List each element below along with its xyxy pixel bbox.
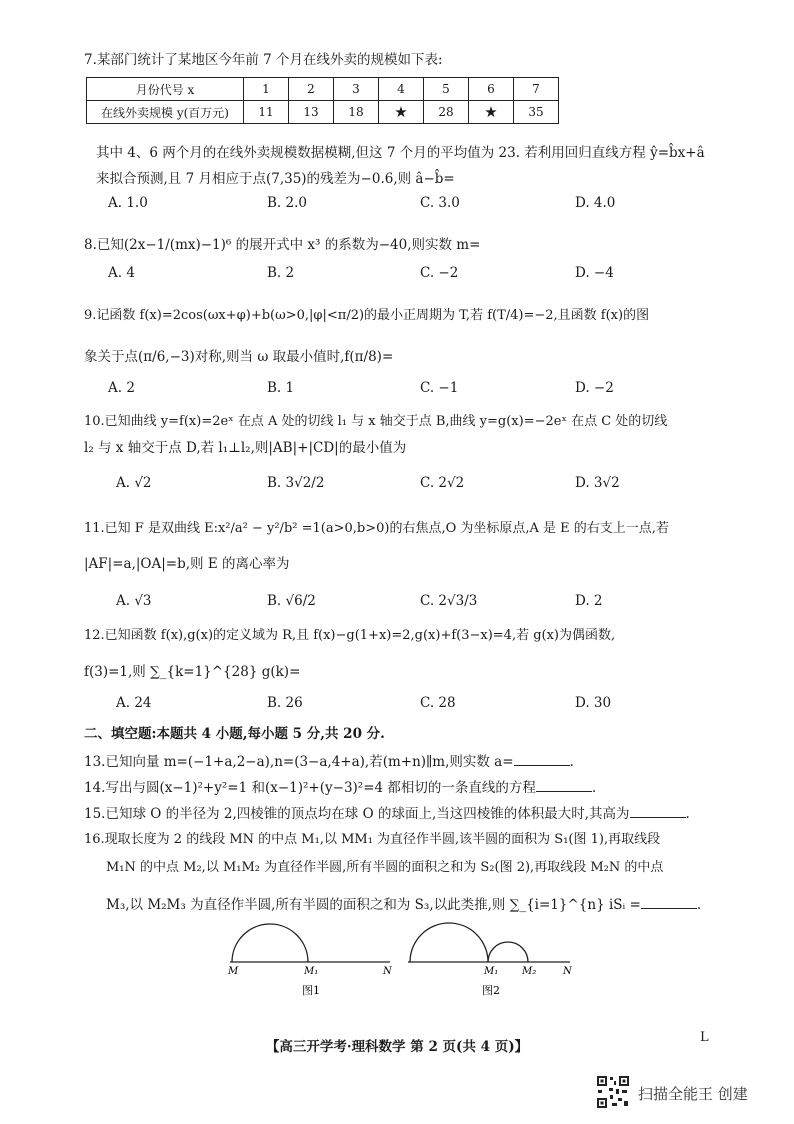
q7-table-cell: 11 [244, 101, 289, 124]
q11-option-a: A. √3 [116, 593, 152, 609]
q12-option-d: D. 30 [575, 695, 612, 711]
q10-line2: l₂ 与 x 轴交于点 D,若 l₁⊥l₂,则|AB|+|CD|的最小值为 [84, 440, 407, 456]
q7-stem: 7.某部门统计了某地区今年前 7 个月在线外卖的规模如下表: [84, 52, 443, 68]
q10-option-a: A. √2 [116, 475, 152, 491]
q15: 15.已知球 O 的半径为 2,四棱锥的顶点均在球 O 的球面上,当这四棱锥的体积最大时,其高为 . [84, 806, 690, 822]
fig2-semicircle-1 [410, 923, 488, 962]
q7-table-cell: 7 [514, 78, 559, 101]
fig2-caption: 图2 [482, 984, 500, 997]
fig2-label-n: N [563, 966, 572, 977]
q7-table-cell: 2 [289, 78, 334, 101]
q16-line2: M₁N 的中点 M₂,以 M₁M₂ 为直径作半圆,所有半圆的面积之和为 S₂(图 2),再取线段 M₂N 的中点 [106, 860, 664, 875]
q14-text: 14.写出与圆(x−1)²+y²=1 和(x−1)²+(y−3)²=4 都相切的一条直线的方程 [84, 780, 536, 796]
q7-table-header-month: 月份代号 x [87, 78, 244, 101]
q10-option-c: C. 2√2 [420, 475, 465, 491]
q11-option-c: C. 2√3/3 [420, 593, 478, 609]
q7-table-cell-blurred-star: ★ [469, 101, 514, 124]
q11-line1: 11.已知 F 是双曲线 E:x²/a² − y²/b² =1(a>0,b>0)的右焦点,O 为坐标原点,A 是 E 的右支上一点,若 [84, 521, 669, 536]
fig2-label-m1: M₁ [484, 966, 499, 977]
q7-table-cell: 35 [514, 101, 559, 124]
q7-table-cell: 13 [289, 101, 334, 124]
fig2-label-m2: M₂ [522, 966, 537, 977]
q9-line1: 9.记函数 f(x)=2cos(ωx+φ)+b(ω>0,|φ|<π/2)的最小正周期为 T,若 f(T/4)=−2,且函数 f(x)的图 [84, 308, 650, 323]
q12-line2: f(3)=1,则 ∑_{k=1}^{28} g(k)= [84, 664, 301, 680]
q12-option-b: B. 26 [267, 695, 303, 711]
q7-table-cell: 3 [334, 78, 379, 101]
q9-option-c: C. −1 [420, 380, 459, 396]
q7-table-cell: 18 [334, 101, 379, 124]
qr-code-icon [596, 1075, 630, 1109]
q7-line3: 来拟合预测,且 7 月相应于点(7,35)的残差为−0.6,则 â−b̂= [96, 171, 455, 187]
q7-table-cell: 5 [424, 78, 469, 101]
q7-option-d: D. 4.0 [575, 195, 616, 211]
q11-option-d: D. 2 [575, 593, 603, 609]
q16-line3: M₃,以 M₂M₃ 为直径作半圆,所有半圆的面积之和为 S₃,以此类推,则 ∑_{i=1}^{n} iSᵢ = [106, 897, 641, 913]
q13-text: 13.已知向量 m=(−1+a,2−a),n=(3−a,4+a),若(m+n)∥m,则实数 a= [84, 754, 514, 770]
scanner-watermark: 扫描全能王 创建 [638, 1085, 748, 1103]
fig1-label-m1: M₁ [304, 966, 319, 977]
q10-option-d: D. 3√2 [575, 475, 620, 491]
q11-line2: |AF|=a,|OA|=b,则 E 的离心率为 [84, 556, 290, 572]
q9-line2: 象关于点(π/6,−3)对称,则当 ω 取最小值时,f(π/8)= [84, 349, 394, 365]
q7-table-cell: 4 [379, 78, 424, 101]
q9-option-b: B. 1 [267, 380, 295, 396]
q16-line3-wrap: M₃,以 M₂M₃ 为直径作半圆,所有半圆的面积之和为 S₃,以此类推,则 ∑_{i=1}^{n} iSᵢ = . [106, 897, 702, 913]
q7-table-cell: 28 [424, 101, 469, 124]
q8-option-c: C. −2 [420, 265, 459, 281]
q7-table-header-scale: 在线外卖规模 y(百万元) [87, 101, 244, 124]
q15-text: 15.已知球 O 的半径为 2,四棱锥的顶点均在球 O 的球面上,当这四棱锥的体积最大时,其高为 [84, 806, 630, 822]
q11-option-b: B. √6/2 [267, 593, 316, 609]
q7-line2: 其中 4、6 两个月的在线外卖规模数据模糊,但这 7 个月的平均值为 23. 若利用回归直线方程 ŷ=b̂x+â [96, 145, 705, 161]
q7-table-cell: 1 [244, 78, 289, 101]
q12-option-c: C. 28 [420, 695, 456, 711]
q9-option-a: A. 2 [108, 380, 135, 396]
fig1-label-n: N [383, 966, 392, 977]
fig2-semicircle-2 [488, 942, 528, 962]
fig1-semicircle-1 [232, 924, 308, 962]
q7-table-cell: 6 [469, 78, 514, 101]
q8-stem: 8.已知(2x−1/(mx)−1)⁶ 的展开式中 x³ 的系数为−40,则实数 m= [84, 237, 481, 253]
q9-option-d: D. −2 [575, 380, 614, 396]
q14: 14.写出与圆(x−1)²+y²=1 和(x−1)²+(y−3)²=4 都相切的一条直线的方程 . [84, 780, 597, 796]
q8-option-d: D. −4 [575, 265, 614, 281]
corner-mark: L [700, 1030, 709, 1045]
q12-option-a: A. 24 [116, 695, 152, 711]
q16-line1: 16.现取长度为 2 的线段 MN 的中点 M₁,以 MM₁ 为直径作半圆,该半圆的面积为 S₁(图 1),再取线段 [84, 832, 661, 847]
q7-table-cell-blurred-star: ★ [379, 101, 424, 124]
q8-option-a: A. 4 [108, 265, 135, 281]
page-footer: 【高三开学考·理科数学 第 2 页(共 4 页)】 [265, 1039, 529, 1055]
q10-option-b: B. 3√2/2 [267, 475, 325, 491]
section-2-heading: 二、填空题:本题共 4 小题,每小题 5 分,共 20 分. [84, 726, 385, 742]
q7-option-a: A. 1.0 [108, 195, 148, 211]
q10-line1: 10.已知曲线 y=f(x)=2eˣ 在点 A 处的切线 l₁ 与 x 轴交于点 B,曲线 y=g(x)=−2eˣ 在点 C 处的切线 [84, 414, 668, 429]
fig1-caption: 图1 [302, 984, 320, 997]
q7-option-b: B. 2.0 [267, 195, 307, 211]
q8-option-b: B. 2 [267, 265, 295, 281]
q13: 13.已知向量 m=(−1+a,2−a),n=(3−a,4+a),若(m+n)∥m,则实数 a= . [84, 754, 574, 770]
q12-line1: 12.已知函数 f(x),g(x)的定义域为 R,且 f(x)−g(1+x)=2,g(x)+f(3−x)=4,若 g(x)为偶函数, [84, 628, 616, 643]
q7-option-c: C. 3.0 [420, 195, 460, 211]
fig1-label-m: M [228, 966, 239, 977]
